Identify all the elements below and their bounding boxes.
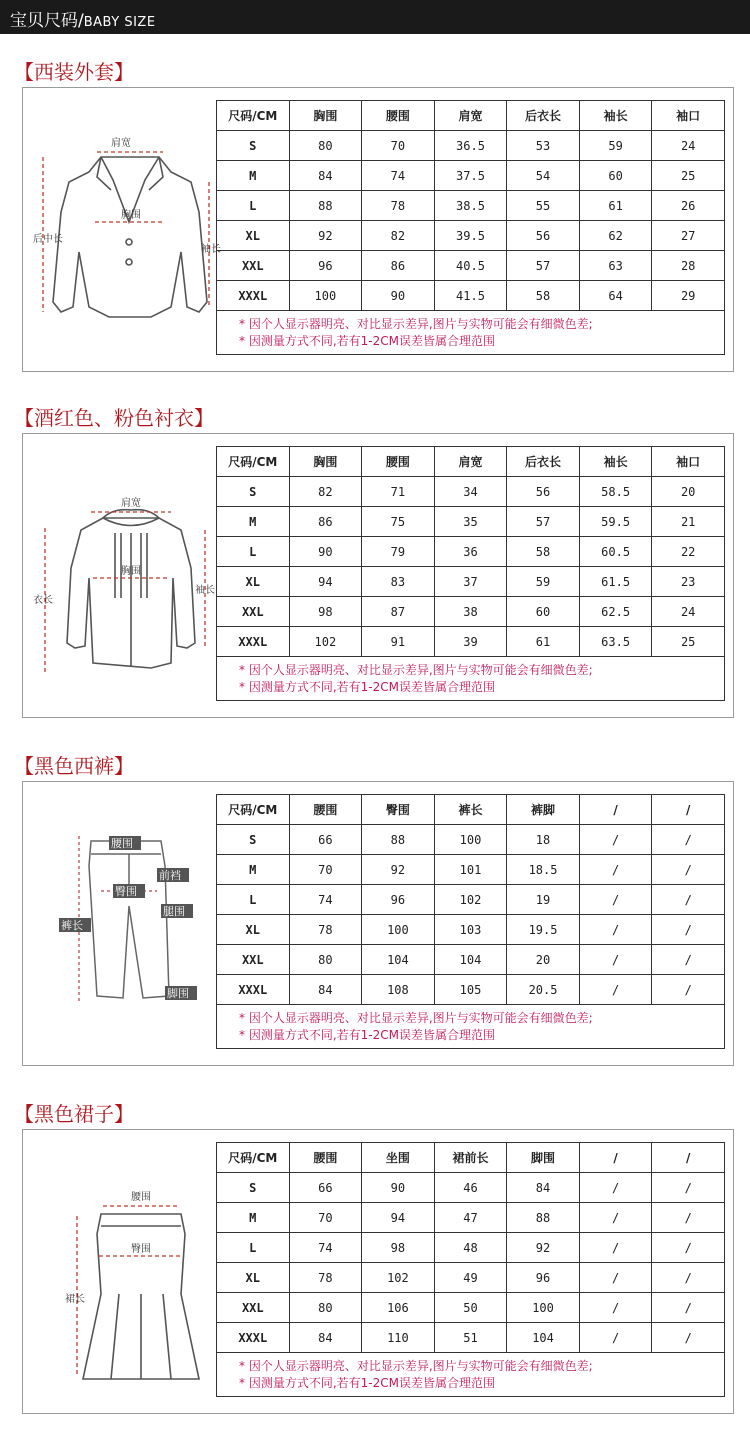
measure-cell: 80 xyxy=(289,945,362,975)
size-cell: XL xyxy=(217,221,290,251)
measure-cell: 96 xyxy=(289,251,362,281)
measure-cell: 70 xyxy=(289,1203,362,1233)
measure-cell: / xyxy=(579,885,652,915)
trousers-label-length: 裤长 xyxy=(61,919,83,932)
column-header: 尺码/CM xyxy=(217,447,290,477)
size-cell: XXL xyxy=(217,945,290,975)
section-title-trousers: 【黑色西裤】 xyxy=(14,754,134,778)
table-row xyxy=(217,1293,725,1323)
measure-cell: 61 xyxy=(507,627,580,657)
measure-cell: 57 xyxy=(507,507,580,537)
disclaimer-note: * 因个人显示器明亮、对比显示差异,图片与实物可能会有细微色差; xyxy=(239,1358,593,1373)
measure-cell: 74 xyxy=(362,161,435,191)
measure-cell: / xyxy=(579,975,652,1005)
size-cell: XXXL xyxy=(217,975,290,1005)
table-row xyxy=(217,597,725,627)
measure-cell: 38 xyxy=(434,597,507,627)
section-title-skirt: 【黑色裙子】 xyxy=(14,1102,134,1126)
measure-cell: 84 xyxy=(289,975,362,1005)
column-header: 肩宽 xyxy=(434,101,507,131)
measure-cell: 70 xyxy=(289,855,362,885)
measure-cell: 20 xyxy=(507,945,580,975)
table-row xyxy=(217,477,725,507)
size-cell: XL xyxy=(217,567,290,597)
skirt-label-length: 裙长 xyxy=(65,1294,85,1305)
measure-cell: 18.5 xyxy=(507,855,580,885)
measure-cell: 86 xyxy=(362,251,435,281)
measure-cell: / xyxy=(652,885,725,915)
measure-cell: 105 xyxy=(434,975,507,1005)
table-row xyxy=(217,221,725,251)
section-title-shirt: 【酒红色、粉色衬衣】 xyxy=(14,406,214,430)
size-cell: XXL xyxy=(217,597,290,627)
measure-cell: 91 xyxy=(362,627,435,657)
measure-cell: 90 xyxy=(289,537,362,567)
notes-row xyxy=(217,311,725,355)
size-panel-blazer xyxy=(22,87,734,372)
measure-cell: 106 xyxy=(362,1293,435,1323)
shirt-diagram-icon xyxy=(31,448,215,698)
measure-cell: 110 xyxy=(362,1323,435,1353)
measure-cell: 25 xyxy=(652,627,725,657)
trousers-diagram-icon xyxy=(31,796,211,1046)
size-table-shirt xyxy=(216,446,725,701)
measure-cell: 60.5 xyxy=(579,537,652,567)
column-header: 臀围 xyxy=(362,795,435,825)
measure-cell: / xyxy=(652,1233,725,1263)
measure-cell: 98 xyxy=(289,597,362,627)
measure-cell: 59.5 xyxy=(579,507,652,537)
shirt-label-length: 衣长 xyxy=(33,595,53,606)
blazer-label-chest: 胸围 xyxy=(121,210,141,221)
notes-row xyxy=(217,1005,725,1049)
measure-cell: 82 xyxy=(362,221,435,251)
measure-cell: 86 xyxy=(289,507,362,537)
measure-cell: 87 xyxy=(362,597,435,627)
notes-cell xyxy=(217,1005,725,1049)
column-header: 尺码/CM xyxy=(217,795,290,825)
measure-cell: 64 xyxy=(579,281,652,311)
measure-cell: 92 xyxy=(362,855,435,885)
section-title-blazer: 【西装外套】 xyxy=(14,60,134,84)
measure-cell: 100 xyxy=(507,1293,580,1323)
disclaimer-note: * 因个人显示器明亮、对比显示差异,图片与实物可能会有细微色差; xyxy=(239,662,593,677)
measure-cell: 22 xyxy=(652,537,725,567)
column-header: 腰围 xyxy=(362,101,435,131)
table-row xyxy=(217,507,725,537)
size-table-skirt xyxy=(216,1142,725,1397)
measure-cell: 56 xyxy=(507,221,580,251)
column-header: 尺码/CM xyxy=(217,1143,290,1173)
page-title xyxy=(10,6,156,31)
column-header: 胸围 xyxy=(289,447,362,477)
measure-cell: 40.5 xyxy=(434,251,507,281)
table-row xyxy=(217,1173,725,1203)
measure-cell: 90 xyxy=(362,1173,435,1203)
measure-cell: 20 xyxy=(652,477,725,507)
column-header: 腰围 xyxy=(289,1143,362,1173)
measure-cell: 41.5 xyxy=(434,281,507,311)
skirt-label-hip: 臀围 xyxy=(131,1244,151,1255)
table-row xyxy=(217,191,725,221)
table-header-row xyxy=(217,447,725,477)
measure-cell: / xyxy=(579,915,652,945)
disclaimer-note: * 因测量方式不同,若有1-2CM误差皆属合理范围 xyxy=(239,1027,495,1042)
measure-cell: 74 xyxy=(289,1233,362,1263)
measure-cell: 94 xyxy=(289,567,362,597)
measure-cell: 58 xyxy=(507,281,580,311)
measure-cell: 62.5 xyxy=(579,597,652,627)
size-cell: L xyxy=(217,191,290,221)
notes-cell xyxy=(217,311,725,355)
measure-cell: 60 xyxy=(579,161,652,191)
table-row xyxy=(217,825,725,855)
notes-row xyxy=(217,1353,725,1397)
measure-cell: / xyxy=(652,1203,725,1233)
measure-cell: 55 xyxy=(507,191,580,221)
measure-cell: / xyxy=(579,1293,652,1323)
notes-cell xyxy=(217,657,725,701)
measure-cell: 20.5 xyxy=(507,975,580,1005)
column-header: 裙前长 xyxy=(434,1143,507,1173)
trousers-label-hip: 臀围 xyxy=(115,885,137,898)
measure-cell: 94 xyxy=(362,1203,435,1233)
measure-cell: 80 xyxy=(289,1293,362,1323)
measure-cell: / xyxy=(579,1203,652,1233)
measure-cell: 21 xyxy=(652,507,725,537)
measure-cell: 24 xyxy=(652,597,725,627)
size-cell: XXXL xyxy=(217,627,290,657)
measure-cell: 78 xyxy=(289,915,362,945)
trousers-label-thigh: 腿围 xyxy=(163,905,185,918)
column-header: 坐围 xyxy=(362,1143,435,1173)
measure-cell: 70 xyxy=(362,131,435,161)
measure-cell: / xyxy=(579,855,652,885)
measure-cell: / xyxy=(579,1173,652,1203)
measure-cell: 82 xyxy=(289,477,362,507)
measure-cell: 47 xyxy=(434,1203,507,1233)
disclaimer-note: * 因测量方式不同,若有1-2CM误差皆属合理范围 xyxy=(239,333,495,348)
table-row xyxy=(217,627,725,657)
measure-cell: 90 xyxy=(362,281,435,311)
measure-cell: 39.5 xyxy=(434,221,507,251)
measure-cell: 34 xyxy=(434,477,507,507)
size-cell: XXXL xyxy=(217,1323,290,1353)
column-header: / xyxy=(652,1143,725,1173)
shirt-label-chest: 胸围 xyxy=(121,566,141,577)
column-header: 裤长 xyxy=(434,795,507,825)
size-table-trousers xyxy=(216,794,725,1049)
notes-row xyxy=(217,657,725,701)
measure-cell: 100 xyxy=(289,281,362,311)
measure-cell: 58.5 xyxy=(579,477,652,507)
table-row xyxy=(217,1233,725,1263)
measure-cell: 96 xyxy=(362,885,435,915)
table-row xyxy=(217,131,725,161)
measure-cell: 60 xyxy=(507,597,580,627)
measure-cell: 54 xyxy=(507,161,580,191)
measure-cell: 51 xyxy=(434,1323,507,1353)
header-bar xyxy=(0,0,750,34)
column-header: / xyxy=(652,795,725,825)
table-row xyxy=(217,1203,725,1233)
measure-cell: 96 xyxy=(507,1263,580,1293)
measure-cell: / xyxy=(652,1173,725,1203)
table-row xyxy=(217,945,725,975)
measure-cell: 102 xyxy=(434,885,507,915)
measure-cell: 63.5 xyxy=(579,627,652,657)
column-header: 腰围 xyxy=(362,447,435,477)
measure-cell: / xyxy=(652,1323,725,1353)
skirt-label-waist: 腰围 xyxy=(131,1192,151,1203)
column-header: 腰围 xyxy=(289,795,362,825)
measure-cell: 37 xyxy=(434,567,507,597)
shirt-label-sleeve: 袖长 xyxy=(195,585,215,596)
measure-cell: 78 xyxy=(362,191,435,221)
column-header: / xyxy=(579,795,652,825)
measure-cell: / xyxy=(579,1233,652,1263)
measure-cell: 71 xyxy=(362,477,435,507)
measure-cell: / xyxy=(652,975,725,1005)
measure-cell: 83 xyxy=(362,567,435,597)
measure-cell: 36.5 xyxy=(434,131,507,161)
size-cell: S xyxy=(217,1173,290,1203)
measure-cell: 61.5 xyxy=(579,567,652,597)
disclaimer-note: * 因个人显示器明亮、对比显示差异,图片与实物可能会有细微色差; xyxy=(239,1010,593,1025)
measure-cell: 74 xyxy=(289,885,362,915)
size-cell: XXXL xyxy=(217,281,290,311)
page-title-en: BABY SIZE xyxy=(83,15,156,30)
measure-cell: / xyxy=(652,825,725,855)
measure-cell: 108 xyxy=(362,975,435,1005)
disclaimer-note: * 因个人显示器明亮、对比显示差异,图片与实物可能会有细微色差; xyxy=(239,316,593,331)
measure-cell: 84 xyxy=(289,1323,362,1353)
measure-cell: 66 xyxy=(289,825,362,855)
size-panel-trousers xyxy=(22,781,734,1066)
measure-cell: 62 xyxy=(579,221,652,251)
measure-cell: 80 xyxy=(289,131,362,161)
measure-cell: 61 xyxy=(579,191,652,221)
measure-cell: 104 xyxy=(362,945,435,975)
measure-cell: 38.5 xyxy=(434,191,507,221)
measure-cell: 25 xyxy=(652,161,725,191)
measure-cell: 58 xyxy=(507,537,580,567)
size-cell: M xyxy=(217,507,290,537)
column-header: 胸围 xyxy=(289,101,362,131)
measure-cell: 49 xyxy=(434,1263,507,1293)
table-row xyxy=(217,1263,725,1293)
measure-cell: 92 xyxy=(507,1233,580,1263)
notes-cell xyxy=(217,1353,725,1397)
table-row xyxy=(217,975,725,1005)
measure-cell: 79 xyxy=(362,537,435,567)
column-header: 袖长 xyxy=(579,101,652,131)
measure-cell: 18 xyxy=(507,825,580,855)
size-cell: L xyxy=(217,537,290,567)
measure-cell: 88 xyxy=(362,825,435,855)
size-cell: M xyxy=(217,855,290,885)
measure-cell: 102 xyxy=(289,627,362,657)
size-cell: XXL xyxy=(217,1293,290,1323)
measure-cell: 84 xyxy=(289,161,362,191)
size-cell: S xyxy=(217,131,290,161)
table-row xyxy=(217,885,725,915)
blazer-label-length: 后中长 xyxy=(33,234,63,245)
page-title-cn: 宝贝尺码/ xyxy=(10,11,84,31)
size-cell: M xyxy=(217,1203,290,1233)
column-header: 后衣长 xyxy=(507,447,580,477)
measure-cell: 19.5 xyxy=(507,915,580,945)
blazer-label-shoulder: 肩宽 xyxy=(111,138,131,149)
measure-cell: 92 xyxy=(289,221,362,251)
size-cell: XXL xyxy=(217,251,290,281)
measure-cell: / xyxy=(652,855,725,885)
measure-cell: 75 xyxy=(362,507,435,537)
size-cell: S xyxy=(217,825,290,855)
measure-cell: / xyxy=(652,945,725,975)
measure-cell: 103 xyxy=(434,915,507,945)
trousers-label-waist: 腰围 xyxy=(111,837,133,850)
measure-cell: 24 xyxy=(652,131,725,161)
column-header: 袖口 xyxy=(652,101,725,131)
size-table-blazer xyxy=(216,100,725,355)
measure-cell: 59 xyxy=(507,567,580,597)
measure-cell: / xyxy=(579,1323,652,1353)
measure-cell: 100 xyxy=(362,915,435,945)
column-header: 肩宽 xyxy=(434,447,507,477)
blazer-diagram-icon xyxy=(31,102,221,352)
measure-cell: 48 xyxy=(434,1233,507,1263)
size-panel-shirt xyxy=(22,433,734,718)
measure-cell: 27 xyxy=(652,221,725,251)
size-cell: L xyxy=(217,885,290,915)
trousers-label-rise: 前裆 xyxy=(159,869,181,882)
measure-cell: 101 xyxy=(434,855,507,885)
size-cell: M xyxy=(217,161,290,191)
table-row xyxy=(217,567,725,597)
measure-cell: 100 xyxy=(434,825,507,855)
measure-cell: 102 xyxy=(362,1263,435,1293)
size-cell: XL xyxy=(217,915,290,945)
table-header-row xyxy=(217,795,725,825)
measure-cell: 53 xyxy=(507,131,580,161)
measure-cell: 29 xyxy=(652,281,725,311)
measure-cell: 104 xyxy=(434,945,507,975)
disclaimer-note: * 因测量方式不同,若有1-2CM误差皆属合理范围 xyxy=(239,1375,495,1390)
measure-cell: 46 xyxy=(434,1173,507,1203)
measure-cell: 28 xyxy=(652,251,725,281)
table-row xyxy=(217,1323,725,1353)
measure-cell: 84 xyxy=(507,1173,580,1203)
measure-cell: 104 xyxy=(507,1323,580,1353)
measure-cell: / xyxy=(579,1263,652,1293)
table-header-row xyxy=(217,101,725,131)
measure-cell: / xyxy=(579,825,652,855)
table-row xyxy=(217,855,725,885)
measure-cell: 39 xyxy=(434,627,507,657)
measure-cell: 26 xyxy=(652,191,725,221)
column-header: 尺码/CM xyxy=(217,101,290,131)
disclaimer-note: * 因测量方式不同,若有1-2CM误差皆属合理范围 xyxy=(239,679,495,694)
measure-cell: / xyxy=(579,945,652,975)
measure-cell: / xyxy=(652,1293,725,1323)
measure-cell: / xyxy=(652,915,725,945)
measure-cell: 36 xyxy=(434,537,507,567)
measure-cell: 57 xyxy=(507,251,580,281)
column-header: 袖长 xyxy=(579,447,652,477)
size-cell: L xyxy=(217,1233,290,1263)
table-row xyxy=(217,281,725,311)
measure-cell: 78 xyxy=(289,1263,362,1293)
trousers-label-hem: 脚围 xyxy=(167,987,189,1000)
table-header-row xyxy=(217,1143,725,1173)
table-row xyxy=(217,537,725,567)
measure-cell: 59 xyxy=(579,131,652,161)
measure-cell: 35 xyxy=(434,507,507,537)
measure-cell: 56 xyxy=(507,477,580,507)
table-row xyxy=(217,251,725,281)
skirt-diagram-icon xyxy=(31,1144,211,1394)
column-header: 后衣长 xyxy=(507,101,580,131)
column-header: 脚围 xyxy=(507,1143,580,1173)
size-cell: XL xyxy=(217,1263,290,1293)
measure-cell: 88 xyxy=(507,1203,580,1233)
column-header: 袖口 xyxy=(652,447,725,477)
measure-cell: 88 xyxy=(289,191,362,221)
measure-cell: 50 xyxy=(434,1293,507,1323)
size-panel-skirt xyxy=(22,1129,734,1414)
column-header: 裤脚 xyxy=(507,795,580,825)
blazer-label-sleeve: 袖长 xyxy=(201,244,221,255)
measure-cell: 63 xyxy=(579,251,652,281)
table-row xyxy=(217,915,725,945)
measure-cell: 66 xyxy=(289,1173,362,1203)
measure-cell: 23 xyxy=(652,567,725,597)
size-cell: S xyxy=(217,477,290,507)
column-header: / xyxy=(579,1143,652,1173)
measure-cell: 98 xyxy=(362,1233,435,1263)
measure-cell: 37.5 xyxy=(434,161,507,191)
measure-cell: 19 xyxy=(507,885,580,915)
table-row xyxy=(217,161,725,191)
shirt-label-shoulder: 肩宽 xyxy=(121,498,141,509)
measure-cell: / xyxy=(652,1263,725,1293)
